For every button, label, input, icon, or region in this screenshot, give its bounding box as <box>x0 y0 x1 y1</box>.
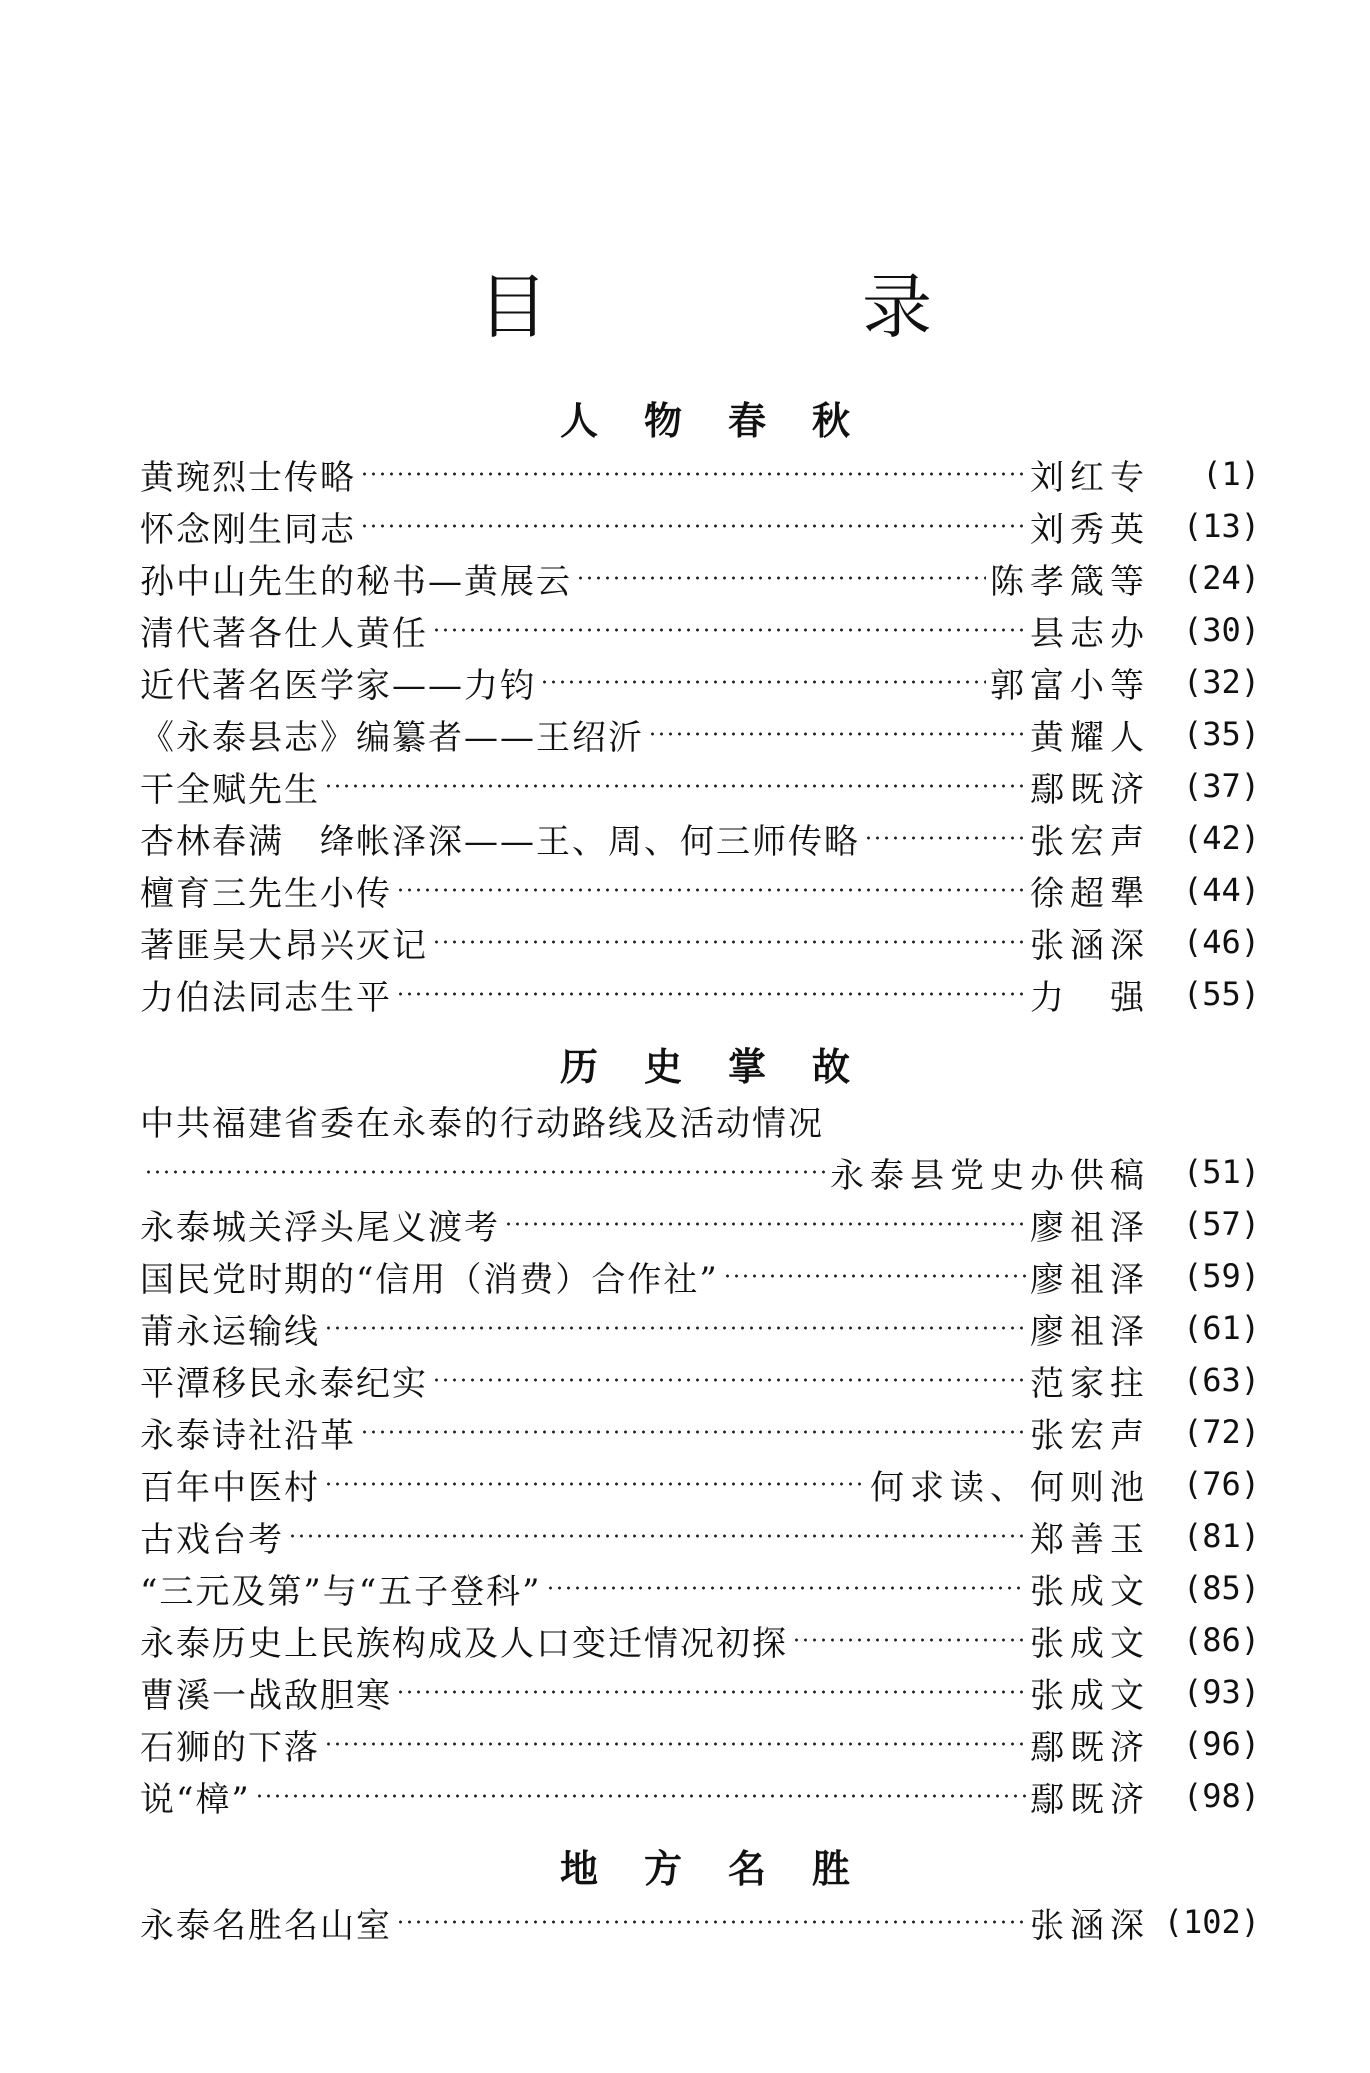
dot-leader <box>255 1793 1026 1799</box>
page-number: (24) <box>1182 559 1260 597</box>
dot-leader <box>432 939 1026 945</box>
dot-leader <box>432 627 1026 633</box>
dot-leader <box>396 1919 1026 1925</box>
toc-entry[interactable]: 力伯法同志生平 力 强 (55) <box>140 975 1260 1018</box>
page-number: (81) <box>1182 1517 1260 1555</box>
dot-leader <box>324 1741 1026 1747</box>
toc-entry[interactable]: “三元及第”与“五子登科” 张成文 (85) <box>140 1569 1260 1612</box>
toc-entry[interactable]: 《永泰县志》编纂者——王绍沂 黄耀人 (35) <box>140 715 1260 758</box>
page-number: (46) <box>1182 923 1260 961</box>
section-heading-people: 人 物 春 秋 <box>560 398 850 443</box>
dot-leader <box>540 679 986 685</box>
section-heading-history: 历 史 掌 故 <box>560 1044 850 1089</box>
dot-leader <box>324 1325 1026 1331</box>
page-number: (35) <box>1182 715 1260 753</box>
page-title-char-1: 目 <box>478 266 548 348</box>
dot-leader <box>864 835 1026 841</box>
dot-leader <box>324 783 1026 789</box>
dot-leader <box>324 1481 866 1487</box>
page-number: (1) <box>1202 455 1260 493</box>
page-number: (57) <box>1182 1205 1260 1243</box>
toc-entry[interactable]: 曹溪一战敌胆寒 张成文 (93) <box>140 1673 1260 1716</box>
page-number: (37) <box>1182 767 1260 805</box>
toc-entry[interactable]: 永泰历史上民族构成及人口变迁情况初探 张成文 (86) <box>140 1621 1260 1664</box>
dot-leader <box>546 1585 1026 1591</box>
page-number: (44) <box>1182 871 1260 909</box>
page-number: (96) <box>1182 1725 1260 1763</box>
toc-entry[interactable]: 清代著各仕人黄任 县志办 (30) <box>140 611 1260 654</box>
page-number: (98) <box>1182 1777 1260 1815</box>
page-number: (13) <box>1182 507 1260 545</box>
page-number: (93) <box>1182 1673 1260 1711</box>
dot-leader <box>360 1429 1026 1435</box>
toc-entry[interactable]: 说“樟” 鄢既济 (98) <box>140 1777 1260 1820</box>
toc-entry[interactable]: 国民党时期的“信用（消费）合作社” 廖祖泽 (59) <box>140 1257 1260 1300</box>
page-number: (72) <box>1182 1413 1260 1451</box>
dot-leader <box>288 1533 1026 1539</box>
toc-entry[interactable]: 百年中医村 何求读、何则池 (76) <box>140 1465 1260 1508</box>
page-number: (30) <box>1182 611 1260 649</box>
dot-leader <box>648 731 1026 737</box>
toc-entry[interactable]: 古戏台考 郑善玉 (81) <box>140 1517 1260 1560</box>
section-heading-scenic: 地 方 名 胜 <box>560 1846 850 1891</box>
page-number: (32) <box>1182 663 1260 701</box>
page-number: (59) <box>1182 1257 1260 1295</box>
page-title <box>0 262 1370 352</box>
dot-leader <box>504 1221 1026 1227</box>
dot-leader <box>432 1377 1026 1383</box>
toc-entry[interactable]: 莆永运输线 廖祖泽 (61) <box>140 1309 1260 1352</box>
dot-leader <box>723 1273 1026 1279</box>
page-number: (42) <box>1182 819 1260 857</box>
dot-leader <box>396 887 1026 893</box>
page-number: (86) <box>1182 1621 1260 1659</box>
toc-entry[interactable]: 黄琬烈士传略 刘红专 (1) <box>140 455 1260 498</box>
dot-leader <box>396 991 1026 997</box>
toc-entry[interactable]: 永泰城关浮头尾义渡考 廖祖泽 (57) <box>140 1205 1260 1248</box>
dot-leader <box>360 471 1026 477</box>
toc-entry-title-line[interactable]: 中共福建省委在永泰的行动路线及活动情况 <box>140 1103 824 1144</box>
dot-leader <box>576 575 986 581</box>
page-number: (102) <box>1163 1903 1260 1941</box>
page-number: (85) <box>1182 1569 1260 1607</box>
dot-leader <box>396 1689 1026 1695</box>
dot-leader <box>360 523 1026 529</box>
toc-entry[interactable]: 近代著名医学家——力钧 郭富小等 (32) <box>140 663 1260 706</box>
toc-entry[interactable]: 干全赋先生 鄢既济 (37) <box>140 767 1260 810</box>
page-number: (63) <box>1182 1361 1260 1399</box>
toc-entry[interactable]: 永泰诗社沿革 张宏声 (72) <box>140 1413 1260 1456</box>
toc-entry[interactable]: 石狮的下落 鄢既济 (96) <box>140 1725 1260 1768</box>
page-number: (61) <box>1182 1309 1260 1347</box>
toc-entry[interactable]: 孙中山先生的秘书—黄展云 陈孝箴等 (24) <box>140 559 1260 602</box>
dot-leader <box>792 1637 1026 1643</box>
dot-leader <box>144 1169 826 1175</box>
page-title-char-2: 录 <box>862 266 932 348</box>
toc-entry[interactable]: 怀念刚生同志 刘秀英 (13) <box>140 507 1260 550</box>
toc-entry[interactable]: 永泰县党史办供稿 (51) <box>140 1146 1260 1198</box>
toc-entry[interactable]: 杏林春满 绛帐泽深——王、周、何三师传略 张宏声 (42) <box>140 819 1260 862</box>
page-number: (55) <box>1182 975 1260 1013</box>
toc-entry[interactable]: 檀育三先生小传 徐超犟 (44) <box>140 871 1260 914</box>
toc-entry[interactable]: 平潭移民永泰纪实 范家拄 (63) <box>140 1361 1260 1404</box>
page-number: (76) <box>1182 1465 1260 1503</box>
toc-entry[interactable]: 永泰名胜名山室 张涵深 (102) <box>140 1903 1260 1946</box>
page-number: (51) <box>1182 1153 1260 1191</box>
toc-entry[interactable]: 著匪吴大昂兴灭记 张涵深 (46) <box>140 923 1260 966</box>
